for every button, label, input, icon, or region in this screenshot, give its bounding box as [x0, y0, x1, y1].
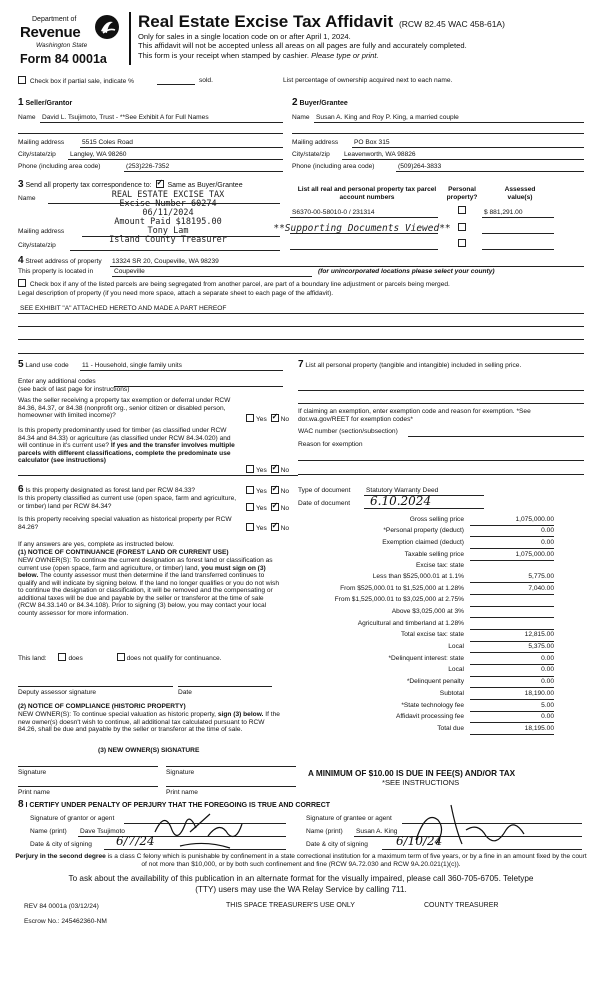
- land-does-not-checkbox[interactable]: [117, 653, 125, 661]
- tax-row-value[interactable]: 1,075,000.00: [515, 515, 554, 523]
- exemption-no-checkbox[interactable]: [271, 414, 279, 422]
- legal-line-3: [18, 339, 584, 340]
- tax-row: [296, 583, 554, 595]
- buyer-mailing-label: Mailing address: [292, 139, 339, 146]
- tax-row-label: Affidavit processing fee: [395, 713, 464, 721]
- buyer-phone-label: Phone (including area code): [292, 163, 375, 170]
- wac-field[interactable]: [408, 436, 584, 437]
- seller-phone-line: [124, 171, 283, 172]
- tax-row-label: Less than $525,000.01 at 1.1%: [372, 573, 464, 581]
- legal-line-2: [18, 326, 584, 327]
- certify-heading: 8 I CERTIFY UNDER PENALTY OF PERJURY THAT THE FOREGOING IS TRUE AND CORRECT: [18, 799, 331, 810]
- notice-continuance-title: (1) NOTICE OF CONTINUANCE (FOREST LAND OR CURRENT USE): [18, 549, 229, 556]
- segregated-row: Check box if any of the listed parcels are being segregated from another parcel, are part of a boundary line adjustment or parcels being merged.: [18, 279, 588, 289]
- forest-q3-yes-no: Yes ✓ No: [244, 523, 289, 533]
- tax-row-value[interactable]: 18,195.00: [524, 724, 554, 732]
- personal-property-heading: 7 List all personal property (tangible and intangible) included in selling price.: [298, 359, 522, 370]
- partial-sale-checkbox[interactable]: [18, 76, 26, 84]
- buyer-city-field[interactable]: Leavenworth, WA 98826: [344, 151, 416, 158]
- assessed-line-3: [482, 249, 554, 250]
- dor-emblem-icon: [94, 14, 120, 40]
- buyer-section-heading: 2 Buyer/Grantee: [292, 97, 348, 108]
- buyer-name-line-2: [292, 133, 584, 134]
- tax-row: [296, 560, 554, 571]
- grantor-date-label: Date & city of signing: [30, 841, 92, 848]
- tax-row-label: Total due: [437, 724, 464, 732]
- grantee-name-label: Name (print): [306, 828, 343, 835]
- form-number: Form 84 0001a: [20, 52, 107, 66]
- partial-sale-row: [18, 76, 134, 86]
- land-does-checkbox[interactable]: [58, 653, 66, 661]
- tax-row: [296, 676, 554, 688]
- buyer-phone-line: [396, 171, 584, 172]
- seller-mailing-line: [80, 147, 283, 148]
- tax-row: [296, 549, 554, 561]
- tax-row-value[interactable]: 1,075,000.00: [515, 550, 554, 558]
- tax-row: [296, 606, 554, 618]
- header-note-2: This affidavit will not be accepted unless all areas on all pages are fully and accurately completed.: [138, 41, 467, 51]
- seller-city-field[interactable]: Langley, WA 98260: [70, 151, 127, 158]
- tax-row: [296, 641, 554, 653]
- land-use-code-field[interactable]: 11 - Household, single family units: [82, 362, 182, 369]
- seller-city-label: City/state/zip: [18, 151, 56, 158]
- tax-row: [296, 629, 554, 641]
- correspondence-city-label: City/state/zip: [18, 242, 56, 249]
- deputy-date-field[interactable]: [178, 686, 272, 687]
- tax-row-label: Taxable selling price: [404, 550, 464, 558]
- document-date-line: [364, 508, 484, 509]
- tax-row: [296, 664, 554, 676]
- new-owner-signature-2[interactable]: [166, 766, 296, 767]
- tax-row-label: Exemption claimed (deduct): [382, 538, 464, 546]
- grantor-signature-label: Signature of grantor or agent: [30, 815, 115, 822]
- unincorporated-note: (for unincorporated locations please select your county): [318, 268, 495, 275]
- new-owner-signature-1[interactable]: [18, 766, 158, 767]
- tax-row: [296, 653, 554, 665]
- tax-row-value[interactable]: 0.00: [541, 527, 554, 535]
- buyer-mailing-field[interactable]: PO Box 315: [354, 139, 390, 146]
- new-owner-signature-title: (3) NEW OWNER(S) SIGNATURE: [98, 747, 200, 754]
- legal-line-4: [18, 353, 584, 354]
- forest-q1-no-checkbox[interactable]: [271, 486, 279, 494]
- reason-label: Reason for exemption: [298, 441, 363, 448]
- notice-compliance-text: NEW OWNER(S): To continue special valuation as historic property, sign (3) below. If the new owner(s) doesn't wish to continue, all additional tax calculated pursuant to RCW 84.26, shall be due and payable by the seller or transferor at the time of sale.: [18, 711, 280, 734]
- tax-row-label: Subtotal: [439, 689, 464, 697]
- alt-format-notice-1: To ask about the availability of this publication in an alternate format for the visually impaired, please call 360-705-6705. Teletype: [68, 874, 534, 883]
- buyer-name-field[interactable]: Susan A. King and Roy P. King, a married couple: [316, 114, 459, 121]
- correspondence-mailing-label: Mailing address: [18, 228, 65, 235]
- legal-description-field[interactable]: SEE EXHIBIT "A" ATTACHED HERETO AND MADE A PART HEREOF: [20, 305, 227, 312]
- stamp-line-3: 06/11/2024: [142, 207, 194, 218]
- header-notes: [138, 32, 467, 60]
- assessed-line-1: [482, 217, 554, 218]
- correspondence-heading: 3 Send all property tax correspondence to: ✓ Same as Buyer/Grantee: [18, 179, 243, 191]
- personal-property-checkbox-3[interactable]: [458, 239, 466, 247]
- forest-q1: 6 Is this property designated as forest land per RCW 84.33?: [18, 484, 196, 495]
- tax-calculation-table: [296, 514, 554, 735]
- treasurer-receipt-stamp: [98, 191, 238, 245]
- tax-row: [296, 525, 554, 537]
- grantor-date-field[interactable]: 6/7/24: [116, 834, 155, 848]
- assessed-value-header: Assessed value(s): [504, 186, 536, 201]
- personal-property-header: Personal property?: [446, 186, 478, 201]
- supporting-docs-stamp: **Supporting Documents Viewed**: [273, 223, 451, 234]
- tax-row-value[interactable]: 7,040.00: [528, 584, 554, 592]
- if-yes-note: If any answers are yes, complete as instructed below.: [18, 541, 175, 548]
- tax-row-value[interactable]: 12,815.00: [524, 631, 554, 639]
- same-as-buyer-checkbox[interactable]: [156, 180, 164, 188]
- stamp-line-1: REAL ESTATE EXCISE TAX: [111, 190, 225, 200]
- tax-row-label: *Delinquent penalty: [406, 678, 464, 686]
- see-instructions: *SEE INSTRUCTIONS: [382, 778, 460, 787]
- assessed-value-field[interactable]: $ 881,291.00: [484, 209, 523, 216]
- buyer-name-label: Name: [292, 114, 310, 121]
- partial-sale-sold: sold.: [199, 77, 213, 84]
- street-address-row: 4 Street address of property: [18, 255, 102, 266]
- form-title-rcw: (RCW 82.45 WAC 458-61A): [398, 19, 505, 29]
- partial-sale-percent-field[interactable]: [157, 84, 195, 85]
- document-type-label: Type of document: [298, 487, 351, 494]
- stamp-line-4: Amount Paid $18195.00: [114, 216, 222, 227]
- exemption-yes-checkbox[interactable]: [246, 414, 254, 422]
- tax-row-label: Excise tax: state: [415, 562, 464, 570]
- timber-no-checkbox[interactable]: [271, 465, 279, 473]
- buyer-city-label: City/state/zip: [292, 151, 330, 158]
- tax-row-label: Above $3,025,000 at 3%: [391, 608, 464, 616]
- grantee-signature-scribble: [396, 800, 546, 852]
- form-title: [138, 12, 505, 32]
- new-owner-signature-label-2: Signature: [166, 769, 195, 776]
- personal-property-line-2[interactable]: [298, 403, 584, 404]
- parcel-line-2: [290, 233, 438, 234]
- seller-mailing-field[interactable]: 5515 Coles Road: [82, 139, 133, 146]
- forest-q2-yes-no: Yes ✓ No: [244, 503, 289, 513]
- tax-row-value[interactable]: 18,190.00: [524, 689, 554, 697]
- personal-property-checkbox-2[interactable]: [458, 223, 466, 231]
- minimum-fee-notice: A MINIMUM OF $10.00 IS DUE IN FEE(S) AND/OR TAX: [308, 769, 516, 778]
- tax-row-label: Gross selling price: [409, 515, 464, 523]
- parcel-number-field[interactable]: S6370-00-58010-0 / 231314: [292, 209, 375, 216]
- tax-row-value[interactable]: 5,375.00: [528, 643, 554, 651]
- forest-q2-yes-checkbox[interactable]: [246, 503, 254, 511]
- tax-row-value[interactable]: 0.00: [541, 678, 554, 686]
- deputy-signature-label: Deputy assessor signature: [18, 689, 97, 696]
- exemption-question: Was the seller receiving a property tax exemption or deferral under RCW 84.36, 84.37, or 84.38 (nonprofit org., senior citizen or disabled person, homeowner with limited income)?: [18, 397, 231, 420]
- claim-exemption-label: If claiming an exemption, enter exemption code and reason for exemption. *See dor.wa.gov/REET for exemption codes*: [298, 408, 531, 423]
- county-treasurer-label: COUNTY TREASURER: [424, 902, 499, 909]
- new-owner-print-2[interactable]: [166, 786, 296, 787]
- buyer-phone-field[interactable]: (509)264-3833: [398, 163, 442, 170]
- buyer-mailing-line: [352, 147, 584, 148]
- forest-q1-yes-no: Yes ✓ No: [244, 486, 289, 496]
- tax-row-label: *Personal property (deduct): [383, 527, 464, 535]
- legal-description-label: Legal description of property (if you need more space, attach a separate sheet to each page of the affidavit).: [18, 290, 334, 297]
- exemption-yes-no: Yes ✓ No: [244, 414, 289, 424]
- tax-row-label: Total excise tax: state: [400, 631, 464, 639]
- wac-label: WAC number (section/subsection): [298, 428, 398, 435]
- legal-line-1: [18, 313, 584, 314]
- dept-of-label: Department of: [32, 16, 77, 23]
- timber-yes-no: Yes ✓ No: [244, 465, 289, 475]
- tax-row-value[interactable]: 5.00: [541, 701, 554, 709]
- document-date-field[interactable]: 6.10.2024: [370, 494, 432, 508]
- timber-yes-checkbox[interactable]: [246, 465, 254, 473]
- tax-row: [296, 514, 554, 525]
- tax-row: [296, 537, 554, 549]
- seller-phone-field[interactable]: (253)226-7352: [126, 163, 170, 170]
- stamp-line-6: Island County Treasurer: [109, 234, 227, 245]
- located-in-field[interactable]: Coupeville: [114, 268, 145, 275]
- ownership-note: List percentage of ownership acquired next to each name.: [283, 77, 453, 84]
- tax-row-value[interactable]: 5,775.00: [528, 572, 554, 580]
- revision-number: REV 84 0001a (03/12/24): [24, 903, 99, 910]
- tax-row: [296, 723, 554, 735]
- grantor-name-field[interactable]: Dave Tsujimoto: [80, 828, 125, 835]
- tax-row: [296, 571, 554, 582]
- street-address-line: [110, 266, 584, 267]
- tax-row-label: Agricultural and timberland at 1.28%: [357, 619, 464, 627]
- notice-compliance-title: (2) NOTICE OF COMPLIANCE (HISTORIC PROPERTY): [18, 703, 186, 710]
- tax-row: [296, 711, 554, 723]
- tax-row: [296, 594, 554, 606]
- section5-bottom-line: [18, 475, 298, 476]
- reason-line-2[interactable]: [298, 474, 584, 475]
- stamp-line-2: Excise Number 60274: [119, 198, 217, 209]
- additional-codes-field[interactable]: [114, 386, 283, 387]
- tax-row-value[interactable]: 0.00: [541, 666, 554, 674]
- deputy-date-label: Date: [178, 689, 192, 696]
- tax-row-label: Local: [448, 666, 464, 674]
- partial-sale-label: Check box if partial sale, indicate %: [29, 78, 134, 85]
- land-use-line: [80, 370, 283, 371]
- buyer-name-line: [314, 122, 584, 123]
- header-note-1: Only for sales in a single location code on or after April 1, 2024.: [138, 32, 351, 41]
- header-note-3: This form is your receipt when stamped by cashier. Please type or print.: [138, 50, 379, 60]
- correspondence-city-field[interactable]: [70, 250, 280, 251]
- segregated-checkbox[interactable]: [18, 279, 26, 287]
- land-use-row: 5 Land use code: [18, 359, 69, 370]
- see-back-note: (see back of last page for instructions): [18, 386, 130, 393]
- document-date-label: Date of document: [298, 500, 351, 507]
- notice-continuance-text: NEW OWNER(S): To continue the current designation as forest land or classification as current use (open space, farm and agriculture, or timber) land, you must sign on (3) below. The county assessor must then determine if the land transferred continues to qualify and will indicate by signing below. If the land no longer qualifies or you do not wish to continue the designation or classification, it will be removed and the compensating or additional taxes will be due and payable by the seller or transferor at the time of sale (RCW 84.33.140 or 84.34.108). Prior to signing (3) below, you may contact your local county assessor for more information.: [18, 557, 279, 618]
- tax-row-value[interactable]: 0.00: [541, 654, 554, 662]
- revenue-wordmark: Revenue: [20, 24, 81, 41]
- escrow-number: Escrow No.: 245462360-NM: [24, 918, 107, 925]
- tax-row-label: *Delinquent interest: state: [388, 654, 464, 662]
- form-title-text: Real Estate Excise Tax Affidavit: [138, 12, 394, 31]
- seller-name-label: Name: [18, 114, 36, 121]
- deputy-signature-field[interactable]: [18, 686, 173, 687]
- grantee-signature-label: Signature of grantee or agent: [306, 815, 392, 822]
- personal-property-line-1[interactable]: [298, 390, 584, 391]
- grantor-name-label: Name (print): [30, 828, 67, 835]
- tax-row-label: From $525,000.01 to $1,525,000 at 1.28%: [340, 584, 464, 592]
- seller-name-line: [40, 122, 283, 123]
- seller-section-heading: 1 Seller/Grantor: [18, 97, 73, 108]
- stamp-line-5: Tony Lam: [147, 225, 189, 236]
- forest-q2: Is this property classified as current use (open space, farm and agriculture, or timber) land per RCW 84.34?: [18, 495, 237, 510]
- parcel-line-3: [290, 249, 438, 250]
- tax-row: [296, 700, 554, 712]
- personal-property-checkbox-1[interactable]: [458, 206, 466, 214]
- seller-mailing-label: Mailing address: [18, 139, 65, 146]
- tax-row-value[interactable]: 0.00: [541, 538, 554, 546]
- grantor-signature-scribble: [150, 802, 260, 852]
- seller-name-line-2: [18, 133, 283, 134]
- forest-q3-no-checkbox[interactable]: [271, 523, 279, 531]
- forest-q2-no-checkbox[interactable]: [271, 503, 279, 511]
- grantee-date-label: Date & city of signing: [306, 841, 368, 848]
- forest-q3-yes-checkbox[interactable]: [246, 523, 254, 531]
- buyer-city-line: [342, 159, 584, 160]
- tax-row-label: From $1,525,000.01 to $3,025,000 at 2.75%: [334, 596, 464, 604]
- tax-row-label: Local: [448, 643, 464, 651]
- tax-row: [296, 688, 554, 700]
- new-owner-print-1[interactable]: [18, 786, 158, 787]
- grantee-name-field[interactable]: Susan A. King: [356, 828, 398, 835]
- timber-question: Is this property predominantly used for timber (as classified under RCW 84.34 and 84.33) or agriculture (as classified under RCW 84.34.020) and will continue in it's current use? If yes and the transfer involves multiple parcels with different classifications, complete the predominate use calculator (see instructions): [18, 427, 235, 465]
- new-owner-signature-label-1: Signature: [18, 769, 47, 776]
- treasurer-only-label: THIS SPACE TREASURER'S USE ONLY: [226, 902, 355, 909]
- grantee-date-field[interactable]: 6/10/24: [396, 834, 443, 848]
- seller-name-field[interactable]: David L. Tsujimoto, Trust - **See Exhibit A for Full Names: [42, 114, 209, 121]
- tax-row: [296, 618, 554, 630]
- dor-logo: [18, 12, 122, 64]
- located-in-label: This property is located in: [18, 268, 94, 275]
- perjury-notice: Perjury in the second degree is a class C felony which is punishable by confinement in a state correctional institution for a maximum term of five years, or by a fine in an amount fixed by the court of not more than $10,000, or by both such confinement and fine (RCW 9A.72.030 and RCW 9A.20.021(1)(c)).: [15, 853, 587, 868]
- document-type-field[interactable]: Statutory Warranty Deed: [366, 487, 439, 494]
- correspondence-name-label: Name: [18, 195, 36, 202]
- tax-row-label: *State technology fee: [401, 701, 464, 709]
- additional-codes-label: Enter any additional codes: [18, 378, 96, 385]
- forest-q3: Is this property receiving special valuation as historical property per RCW 84.26?: [18, 516, 232, 531]
- parcels-header: List all real and personal property tax parcel account numbers: [297, 186, 437, 201]
- this-land-row: This land: does does not qualify for continuance.: [18, 655, 222, 662]
- assessed-line-2: [482, 233, 554, 234]
- header-divider: [129, 12, 131, 65]
- forest-q1-yes-checkbox[interactable]: [246, 486, 254, 494]
- parcel-line-1: [290, 217, 438, 218]
- alt-format-notice-2: (TTY) users may use the WA Relay Service by calling 711.: [195, 885, 407, 894]
- located-in-line: [112, 276, 312, 277]
- tax-row-value[interactable]: 0.00: [541, 713, 554, 721]
- new-owner-print-label-1: Print name: [18, 789, 50, 796]
- washington-state-label: Washington State: [36, 42, 88, 49]
- reason-line-1[interactable]: [298, 460, 584, 461]
- street-address-field[interactable]: 13324 SR 20, Coupeville, WA 98239: [112, 258, 219, 265]
- seller-phone-label: Phone (including area code): [18, 163, 101, 170]
- new-owner-print-label-2: Print name: [166, 789, 198, 796]
- seller-city-line: [68, 159, 283, 160]
